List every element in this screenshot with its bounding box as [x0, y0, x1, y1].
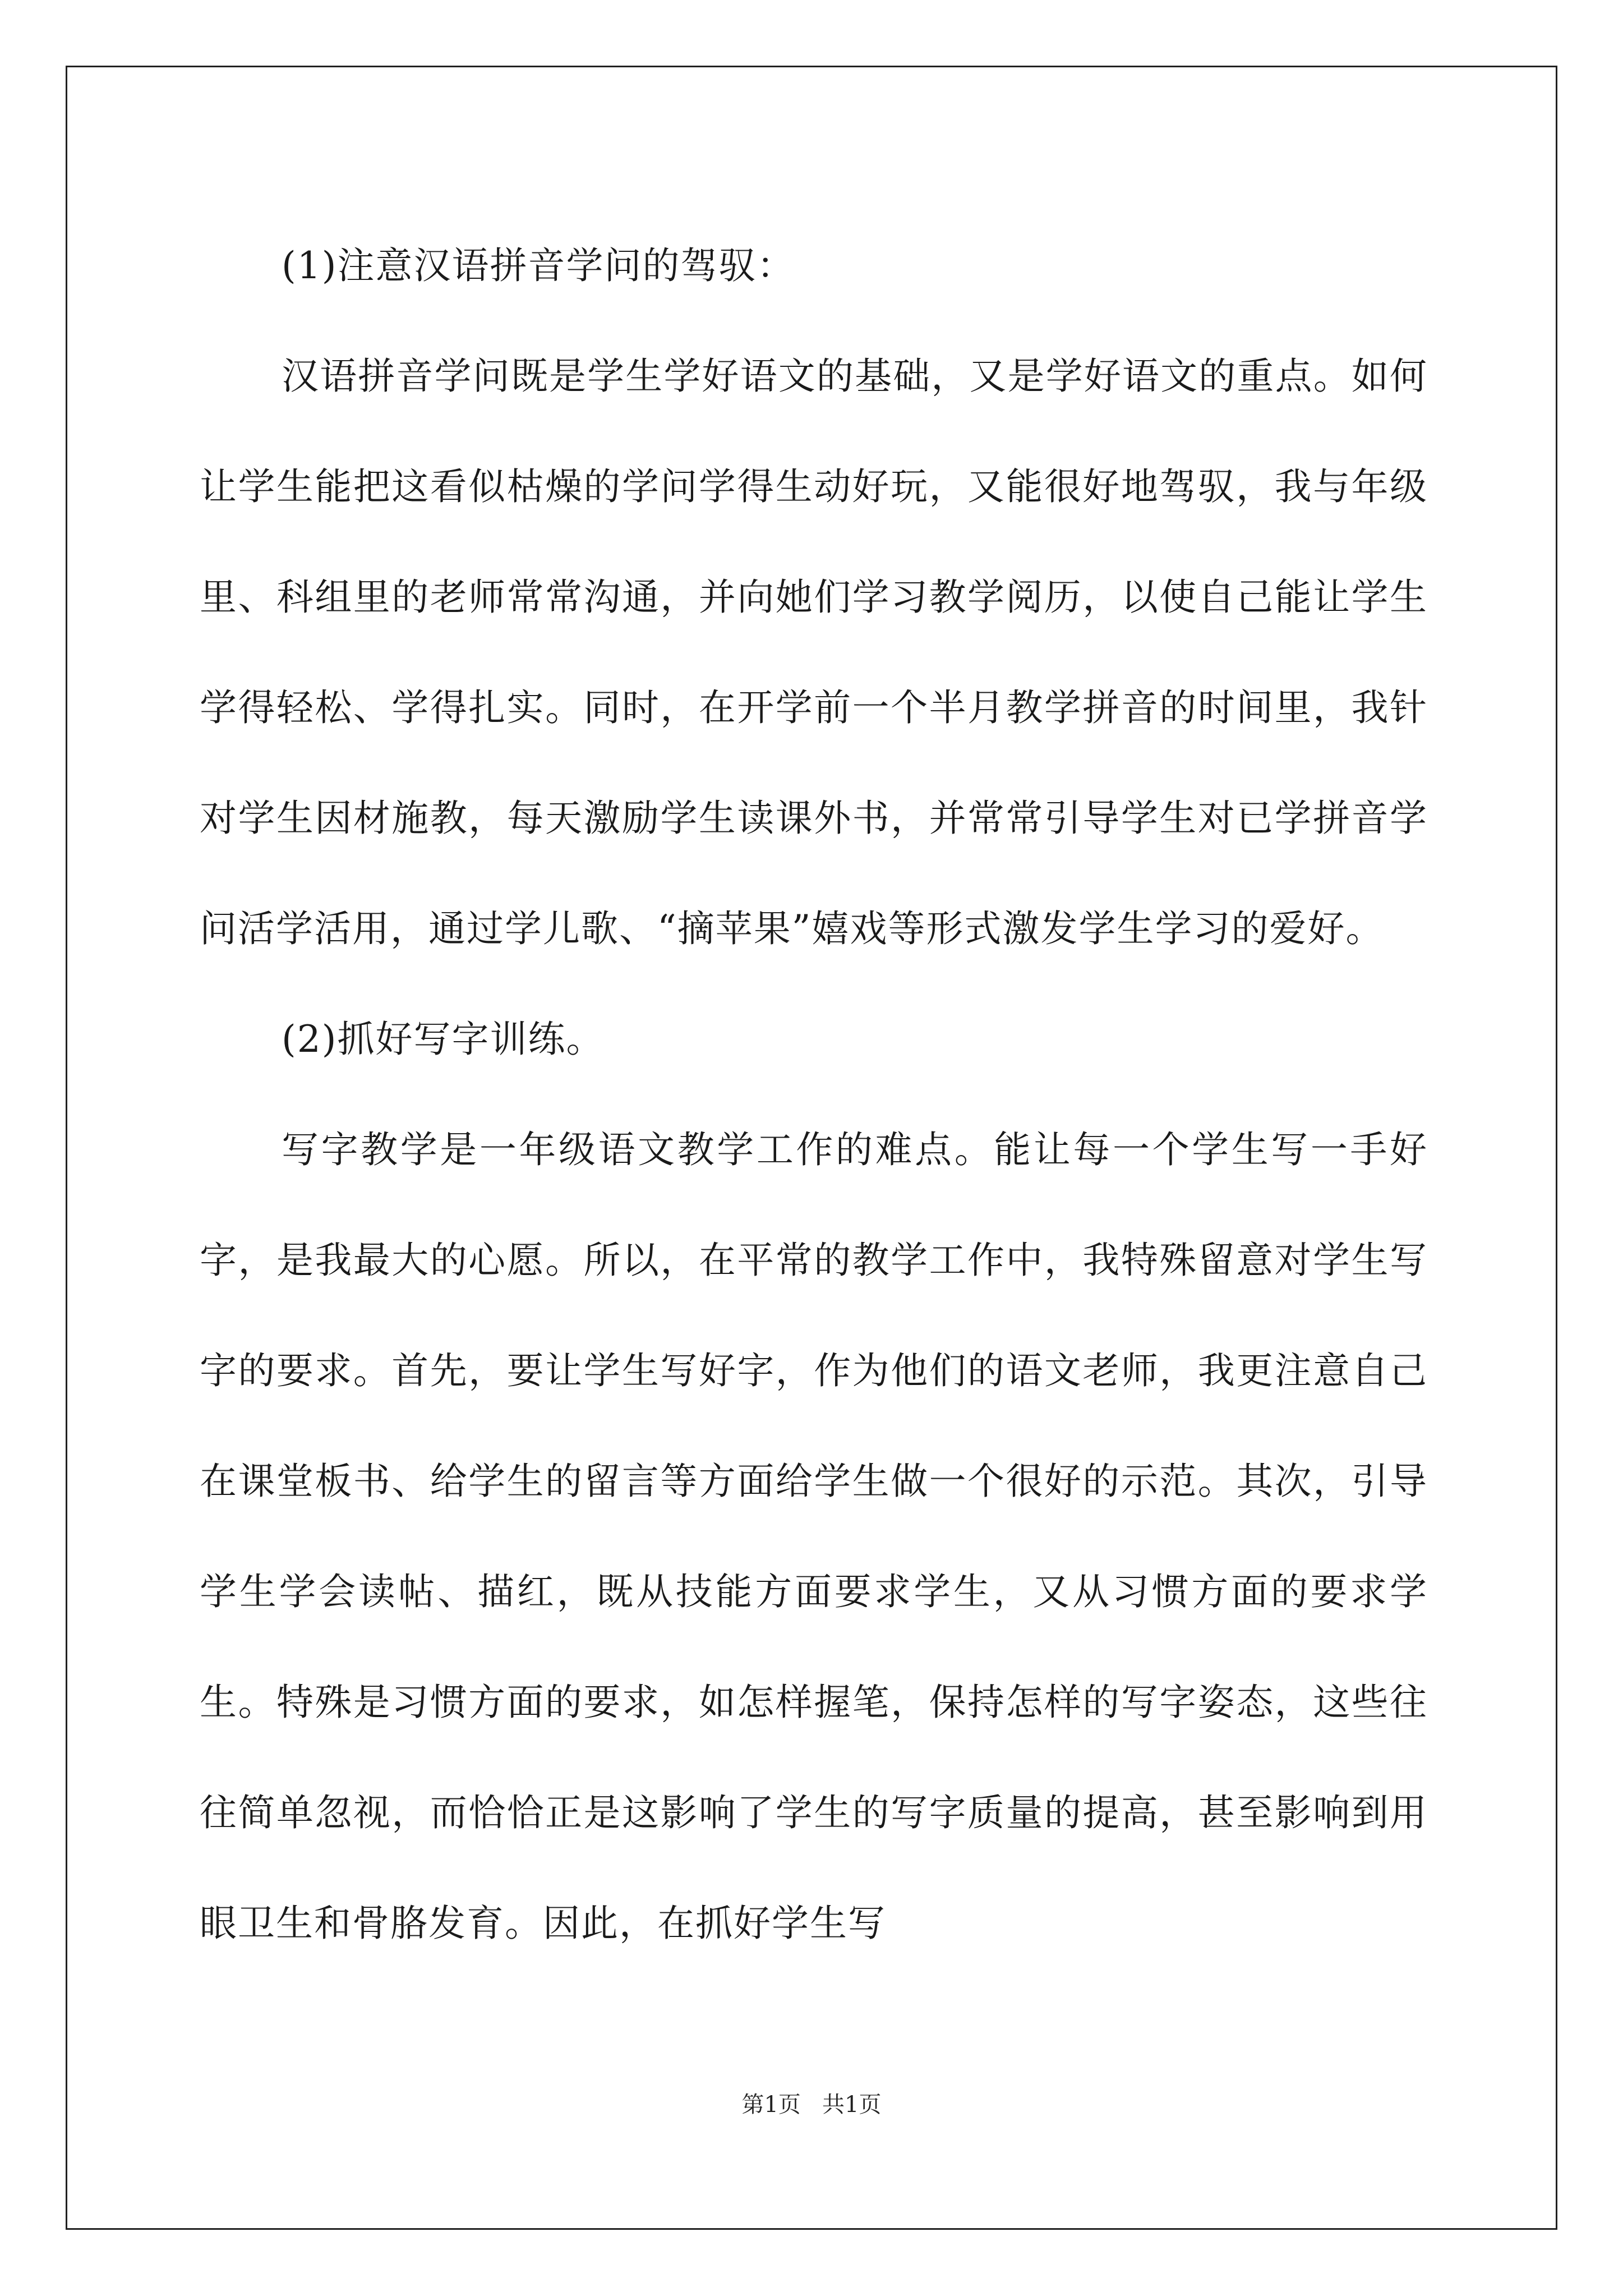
paragraph-writing: 写字教学是一年级语文教学工作的难点。能让每一个学生写一手好字，是我最大的心愿。所以，在平常的教学工作中，我特殊留意对学生写字的要求。首先，要让学生写好字，作为他们的语文老师，我更注意自己在课堂板书、给学生的留言等方面给学生做一个很好的示范。其次，引导学生学会读帖、描红，既从技能方面要求学生，又从习惯方面的要求学生。特殊是习惯方面的要求，如怎样握笔，保持怎样的写字姿态，这些往往简单忽视，而恰恰正是这影响了学生的写字质量的提高，甚至影响到用眼卫生和骨胳发育。因此，在抓好学生写 — [200, 1128, 1428, 1945]
document-body — [200, 210, 1428, 1978]
paragraph-heading-1: (1)注意汉语拼音学问的驾驭： — [282, 244, 795, 287]
paragraph-heading-2: (2)抓好写字训练。 — [282, 1018, 605, 1061]
paragraph-pinyin: 汉语拼音学问既是学生学好语文的基础，又是学好语文的重点。如何让学生能把这看似枯燥的学问学得生动好玩，又能很好地驾驭，我与年级里、科组里的老师常常沟通，并向她们学习教学阅历，以使自己能让学生学得轻松、学得扎实。同时，在开学前一个半月教学拼音的时间里，我针对学生因材施教，每天激励学生读课外书，并常常引导学生对已学拼音学问活学活用，通过学儿歌、“摘苹果”嬉戏等形式激发学生学习的爱好。 — [200, 355, 1428, 950]
page-number-footer: 第1页 共1页 — [741, 2092, 882, 2118]
